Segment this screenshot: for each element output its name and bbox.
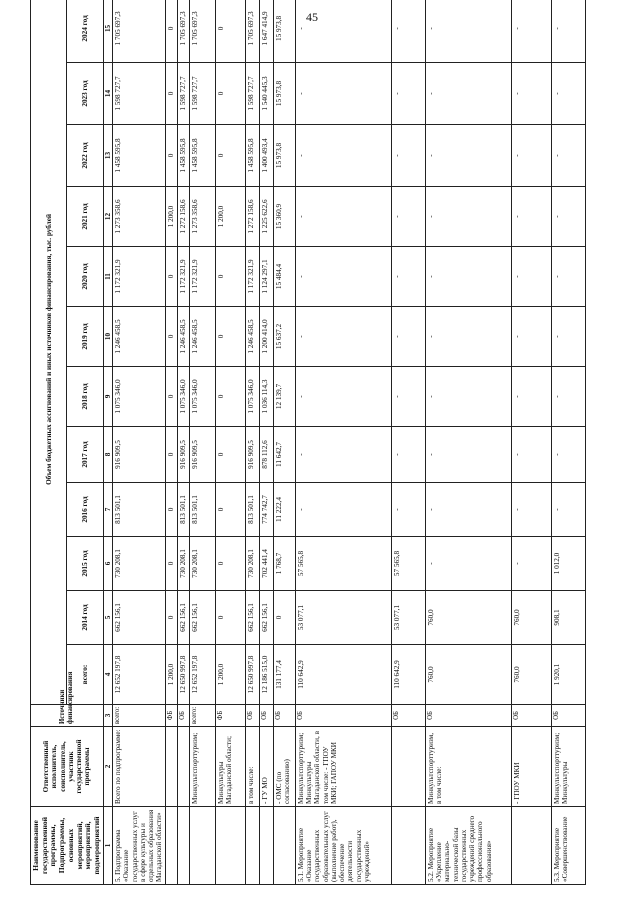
value-cell: 0: [215, 247, 245, 307]
row-name-cell: 5.2. Мероприятие «Укрепление материально-технической базы государственных учреждений среднего профессионального образования»: [425, 807, 511, 885]
value-cell: 1 768,7: [273, 537, 295, 591]
value-cell: -: [551, 367, 585, 427]
value-cell: 1 200 414,0: [259, 307, 273, 367]
value-cell: -: [295, 427, 391, 483]
row-name-cell: [189, 807, 215, 885]
value-cell: 730 208,1: [177, 537, 189, 591]
value-cell: 813 501,1: [245, 483, 259, 537]
row-name-cell: [391, 807, 425, 885]
value-cell: 0: [165, 125, 177, 187]
value-cell: 662 156,1: [177, 591, 189, 645]
value-cell: -: [295, 125, 391, 187]
row-name-cell: 5.3. Мероприятие «Совершенствование: [551, 807, 585, 885]
value-cell: 1 540 445,3: [259, 63, 273, 125]
value-cell: 908,1: [551, 591, 585, 645]
index-row: [103, 0, 112, 885]
value-cell: 760,0: [511, 645, 551, 705]
row-name-cell: 5. Подпрограмма «Оказание государственных услуг в сфере культуры и отдельных образования Магаданской области»: [113, 807, 166, 885]
index-cell: 6: [103, 537, 112, 591]
row-source-cell: ОБ: [511, 705, 551, 727]
col-year-header: 2024 год: [67, 0, 103, 63]
value-cell: 1 246 458,5: [189, 307, 215, 367]
value-cell: 0: [165, 537, 177, 591]
value-cell: 760,0: [425, 645, 511, 705]
row-resp-cell: - ГПОУ МКИ: [511, 727, 551, 807]
value-cell: -: [391, 187, 425, 247]
row-source-cell: ОБ: [259, 705, 273, 727]
table-row: [259, 0, 273, 885]
value-cell: 1 075 346,0: [189, 367, 215, 427]
row-name-cell: [165, 807, 177, 885]
value-cell: -: [551, 0, 585, 63]
value-cell: -: [511, 63, 551, 125]
value-cell: -: [295, 483, 391, 537]
value-cell: 1 172 321,9: [177, 247, 189, 307]
value-cell: 1 075 346,0: [245, 367, 259, 427]
value-cell: 662 156,1: [245, 591, 259, 645]
value-cell: 53 077,1: [295, 591, 391, 645]
value-cell: 878 112,6: [259, 427, 273, 483]
table-row: [177, 0, 189, 885]
row-name-cell: [177, 807, 189, 885]
index-cell: 10: [103, 307, 112, 367]
table-row: [189, 0, 215, 885]
value-cell: 0: [273, 591, 295, 645]
table-body: [113, 0, 586, 885]
value-cell: 0: [165, 307, 177, 367]
value-cell: 0: [215, 591, 245, 645]
header-row-1: [31, 0, 67, 885]
table-row: [215, 0, 245, 885]
index-cell: 7: [103, 483, 112, 537]
col-year-header: 2017 год: [67, 427, 103, 483]
value-cell: 15 484,4: [273, 247, 295, 307]
value-cell: 1 458 595,8: [245, 125, 259, 187]
value-cell: 15 637,2: [273, 307, 295, 367]
value-cell: 1 225 622,6: [259, 187, 273, 247]
value-cell: 15 973,8: [273, 63, 295, 125]
row-resp-cell: [165, 727, 177, 807]
value-cell: 0: [165, 247, 177, 307]
value-cell: 12 652 197,8: [113, 645, 166, 705]
value-cell: 916 909,5: [177, 427, 189, 483]
row-source-cell: всего:: [189, 705, 215, 727]
value-cell: 1 705 697,3: [245, 0, 259, 63]
value-cell: 1 400 493,4: [259, 125, 273, 187]
value-cell: 1 172 321,9: [189, 247, 215, 307]
col-year-header: 2020 год: [67, 247, 103, 307]
value-cell: -: [295, 367, 391, 427]
value-cell: 813 501,1: [189, 483, 215, 537]
row-name-cell: [259, 807, 273, 885]
value-cell: 0: [215, 537, 245, 591]
value-cell: -: [391, 247, 425, 307]
value-cell: 1 200,0: [165, 187, 177, 247]
row-source-cell: ОБ: [551, 705, 585, 727]
index-cell: 13: [103, 125, 112, 187]
row-source-cell: ОБ: [245, 705, 259, 727]
value-cell: 1 458 595,8: [177, 125, 189, 187]
value-cell: -: [511, 427, 551, 483]
value-cell: 0: [165, 63, 177, 125]
row-name-cell: [245, 807, 259, 885]
value-cell: 813 501,1: [177, 483, 189, 537]
rotated-page: [30, 5, 620, 885]
value-cell: -: [391, 367, 425, 427]
value-cell: -: [295, 307, 391, 367]
col-year-header: 2023 год: [67, 63, 103, 125]
row-resp-cell: Минкультспорттуризм; Минкультуры Магаданской области, в том числе: - ГПОУ МКИ; ГАПОУ МКИ: [295, 727, 391, 807]
value-cell: 12 186 515,0: [259, 645, 273, 705]
value-cell: -: [511, 247, 551, 307]
value-cell: 1 200,0: [215, 645, 245, 705]
value-cell: -: [551, 63, 585, 125]
row-name-cell: [273, 807, 295, 885]
row-source-cell: ОБ: [391, 705, 425, 727]
index-cell: 15: [103, 0, 112, 63]
value-cell: -: [425, 483, 511, 537]
value-cell: 1 705 697,3: [177, 0, 189, 63]
col-source-header: Источники финансирования: [31, 705, 104, 727]
value-cell: 1 458 595,8: [113, 125, 166, 187]
value-cell: 1 200,0: [165, 645, 177, 705]
table-row: [245, 0, 259, 885]
row-resp-cell: в том числе:: [245, 727, 259, 807]
row-source-cell: ОБ: [273, 705, 295, 727]
value-cell: -: [391, 63, 425, 125]
col-total-header: всего:: [67, 645, 103, 705]
value-cell: 0: [215, 427, 245, 483]
value-cell: 1 705 697,3: [113, 0, 166, 63]
value-cell: 110 642,9: [295, 645, 391, 705]
value-cell: 774 742,7: [259, 483, 273, 537]
value-cell: 1 172 321,9: [245, 247, 259, 307]
value-cell: 1 246 458,5: [113, 307, 166, 367]
value-cell: -: [425, 125, 511, 187]
value-cell: -: [425, 307, 511, 367]
value-cell: 1 598 727,7: [177, 63, 189, 125]
value-cell: 813 501,1: [113, 483, 166, 537]
index-cell: 3: [103, 705, 112, 727]
value-cell: 11 642,7: [273, 427, 295, 483]
table-row: [511, 0, 551, 885]
row-resp-cell: Минкультспорттуризм;: [189, 727, 215, 807]
value-cell: 1 647 414,9: [259, 0, 273, 63]
index-cell: 5: [103, 591, 112, 645]
value-cell: 662 156,1: [189, 591, 215, 645]
value-cell: -: [511, 483, 551, 537]
value-cell: 1 272 158,6: [177, 187, 189, 247]
row-name-cell: 5.1. Мероприятие «Оказание государственных образовательных услуг (выполнение работ), обеспечение деятельности государственных учреждений»: [295, 807, 391, 885]
col-year-header: 2016 год: [67, 483, 103, 537]
value-cell: 0: [165, 483, 177, 537]
value-cell: -: [551, 247, 585, 307]
value-cell: 12 652 197,8: [189, 645, 215, 705]
index-cell: 11: [103, 247, 112, 307]
col-year-header: 2014 год: [67, 591, 103, 645]
value-cell: -: [511, 367, 551, 427]
value-cell: -: [425, 0, 511, 63]
row-source-cell: ОБ: [425, 705, 511, 727]
value-cell: -: [425, 187, 511, 247]
value-cell: -: [551, 483, 585, 537]
value-cell: 1 036 114,3: [259, 367, 273, 427]
value-cell: 1 273 358,6: [113, 187, 166, 247]
table-row: [113, 0, 166, 885]
value-cell: -: [391, 483, 425, 537]
value-cell: 916 909,5: [189, 427, 215, 483]
row-resp-cell: [177, 727, 189, 807]
value-cell: 0: [215, 63, 245, 125]
value-cell: 131 177,4: [273, 645, 295, 705]
col-year-header: 2015 год: [67, 537, 103, 591]
value-cell: 1 075 346,0: [177, 367, 189, 427]
value-cell: 1 598 727,7: [113, 63, 166, 125]
value-cell: 702 441,4: [259, 537, 273, 591]
index-cell: 8: [103, 427, 112, 483]
value-cell: 57 565,8: [391, 537, 425, 591]
row-resp-cell: Минкультспорттуризм; Минкультуры: [551, 727, 585, 807]
value-cell: 15 973,8: [273, 125, 295, 187]
row-resp-cell: Минкультспорттуризм, в том числе:: [425, 727, 511, 807]
value-cell: 110 642,9: [391, 645, 425, 705]
col-volume-header: Объем бюджетных ассигнований и иных источников финансирования, тыс. рублей: [31, 0, 67, 705]
value-cell: -: [551, 307, 585, 367]
value-cell: 730 208,1: [113, 537, 166, 591]
value-cell: 0: [215, 483, 245, 537]
value-cell: 730 208,1: [189, 537, 215, 591]
value-cell: 57 565,8: [295, 537, 391, 591]
col-year-header: 2022 год: [67, 125, 103, 187]
value-cell: -: [551, 187, 585, 247]
col-year-header: 2018 год: [67, 367, 103, 427]
table-row: [295, 0, 391, 885]
value-cell: -: [551, 427, 585, 483]
value-cell: -: [511, 187, 551, 247]
value-cell: 0: [215, 367, 245, 427]
col-resp-header: Ответственный исполнитель, соисполнитель, участник государственной программы: [31, 727, 104, 807]
value-cell: -: [391, 427, 425, 483]
value-cell: -: [391, 125, 425, 187]
page-number: 45: [306, 10, 318, 24]
value-cell: 1 075 346,0: [113, 367, 166, 427]
value-cell: -: [425, 63, 511, 125]
table-row: [425, 0, 511, 885]
value-cell: 760,0: [425, 591, 511, 645]
value-cell: -: [425, 367, 511, 427]
row-resp-cell: - ОМС (по согласованию): [273, 727, 295, 807]
budget-table: [30, 0, 586, 885]
value-cell: 760,0: [511, 591, 551, 645]
value-cell: 730 208,1: [245, 537, 259, 591]
value-cell: 916 909,5: [245, 427, 259, 483]
value-cell: 1 920,1: [551, 645, 585, 705]
table-row: [165, 0, 177, 885]
value-cell: 1 458 595,8: [189, 125, 215, 187]
value-cell: 12 650 997,8: [245, 645, 259, 705]
col-name-header: Наименование государственной программы, Подпрограммы, основных мероприятий, мероприятий, подмероприятий: [31, 807, 104, 885]
value-cell: -: [295, 187, 391, 247]
value-cell: 15 360,9: [273, 187, 295, 247]
row-source-cell: ФБ: [215, 705, 245, 727]
value-cell: 1 200,0: [215, 187, 245, 247]
value-cell: 0: [165, 0, 177, 63]
value-cell: -: [295, 0, 391, 63]
value-cell: 53 077,1: [391, 591, 425, 645]
value-cell: 1 598 727,7: [245, 63, 259, 125]
col-year-header: 2019 год: [67, 307, 103, 367]
index-cell: 1: [103, 807, 112, 885]
value-cell: 11 222,4: [273, 483, 295, 537]
value-cell: -: [511, 307, 551, 367]
value-cell: -: [425, 537, 511, 591]
value-cell: 0: [215, 0, 245, 63]
value-cell: 1 012,0: [551, 537, 585, 591]
value-cell: -: [511, 537, 551, 591]
row-resp-cell: - ГУ МО: [259, 727, 273, 807]
index-cell: 12: [103, 187, 112, 247]
value-cell: 0: [165, 427, 177, 483]
row-name-cell: [511, 807, 551, 885]
value-cell: -: [511, 0, 551, 63]
value-cell: 12 139,7: [273, 367, 295, 427]
value-cell: 0: [215, 307, 245, 367]
value-cell: 1 246 458,5: [177, 307, 189, 367]
value-cell: 1 705 697,3: [189, 0, 215, 63]
row-resp-cell: Всего по подпрограмме:: [113, 727, 166, 807]
value-cell: 0: [165, 367, 177, 427]
index-cell: 4: [103, 645, 112, 705]
row-resp-cell: Минкультуры Магаданской области;: [215, 727, 245, 807]
row-name-cell: [215, 807, 245, 885]
row-source-cell: ФБ: [165, 705, 177, 727]
table-row: [551, 0, 585, 885]
value-cell: 0: [165, 591, 177, 645]
value-cell: -: [295, 63, 391, 125]
value-cell: -: [425, 427, 511, 483]
value-cell: 12 650 997,8: [177, 645, 189, 705]
value-cell: 916 909,5: [113, 427, 166, 483]
table-row: [391, 0, 425, 885]
value-cell: 1 272 158,6: [245, 187, 259, 247]
value-cell: 0: [215, 125, 245, 187]
value-cell: 662 156,1: [113, 591, 166, 645]
index-cell: 2: [103, 727, 112, 807]
value-cell: 1 598 727,7: [189, 63, 215, 125]
value-cell: 15 973,8: [273, 0, 295, 63]
index-cell: 14: [103, 63, 112, 125]
value-cell: -: [391, 307, 425, 367]
row-resp-cell: [391, 727, 425, 807]
value-cell: 1 273 358,6: [189, 187, 215, 247]
row-source-cell: ОБ: [295, 705, 391, 727]
table-row: [273, 0, 295, 885]
index-cell: 9: [103, 367, 112, 427]
value-cell: -: [551, 125, 585, 187]
col-year-header: 2021 год: [67, 187, 103, 247]
value-cell: 662 156,1: [259, 591, 273, 645]
value-cell: 1 246 458,5: [245, 307, 259, 367]
value-cell: -: [425, 247, 511, 307]
value-cell: -: [511, 125, 551, 187]
value-cell: 1 172 321,9: [113, 247, 166, 307]
row-source-cell: всего:: [113, 705, 166, 727]
value-cell: -: [391, 0, 425, 63]
row-source-cell: ОБ: [177, 705, 189, 727]
value-cell: -: [295, 247, 391, 307]
value-cell: 1 124 297,1: [259, 247, 273, 307]
